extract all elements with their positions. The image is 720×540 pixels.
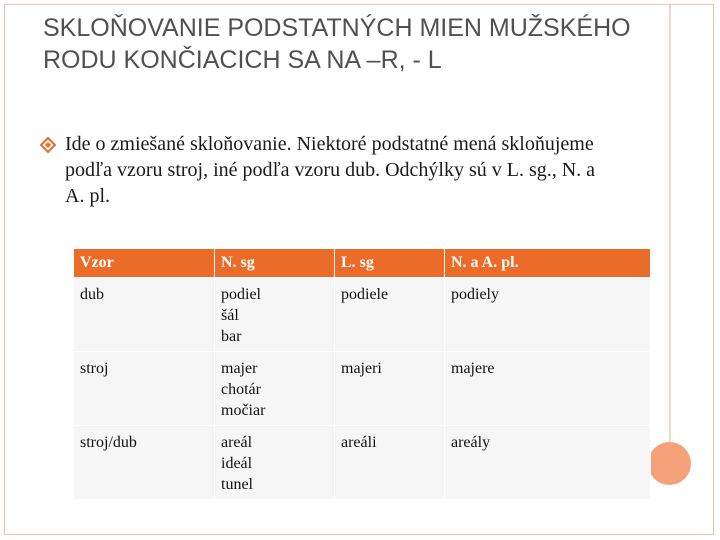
- cell-n-a-pl: areály: [445, 426, 651, 500]
- word: močiar: [221, 402, 266, 419]
- table-header-row: [74, 249, 651, 278]
- word: podiel: [221, 286, 261, 303]
- cell-n-a-pl: podiely: [445, 278, 651, 352]
- cell-l-sg: majeri: [335, 352, 445, 426]
- cell-n-sg: [215, 352, 335, 426]
- cell-l-sg: areáli: [335, 426, 445, 500]
- cell-n-sg: [215, 278, 335, 352]
- cell-n-a-pl: majere: [445, 352, 651, 426]
- header-vzor: Vzor: [74, 249, 215, 278]
- table-row: [74, 278, 651, 352]
- table-row: [74, 352, 651, 426]
- header-n-sg: N. sg: [215, 249, 335, 278]
- cell-vzor: dub: [74, 278, 215, 352]
- cell-n-sg: [215, 426, 335, 500]
- word: bar: [221, 328, 242, 345]
- orange-diamond-bullet-icon: [40, 137, 56, 153]
- word: tunel: [221, 476, 253, 493]
- word: ideál: [221, 455, 253, 472]
- word: šál: [221, 307, 239, 324]
- declension-table: [73, 248, 651, 500]
- word: chotár: [221, 381, 261, 398]
- decorative-vertical-line: [669, 5, 671, 442]
- cell-vzor: stroj/dub: [74, 426, 215, 500]
- header-l-sg: L. sg: [335, 249, 445, 278]
- word: majer: [221, 360, 258, 377]
- cell-vzor: stroj: [74, 352, 215, 426]
- bullet-text: Ide o zmiešané skloňovanie. Niektoré podstatné mená skloňujeme podľa vzoru stroj, iné podľa vzoru dub. Odchýlky sú v L. sg., N. a A. pl.: [65, 133, 596, 207]
- bullet-paragraph: [40, 131, 600, 209]
- cell-l-sg: podiele: [335, 278, 445, 352]
- header-n-a-pl: N. a A. pl.: [445, 249, 651, 278]
- slide-title: SKLOŇOVANIE PODSTATNÝCH MIEN MUŽSKÉHO RODU KONČIACICH SA NA –R, - L: [43, 14, 631, 74]
- word: areál: [221, 434, 253, 451]
- decorative-circle: [648, 442, 691, 485]
- table-row: [74, 426, 651, 500]
